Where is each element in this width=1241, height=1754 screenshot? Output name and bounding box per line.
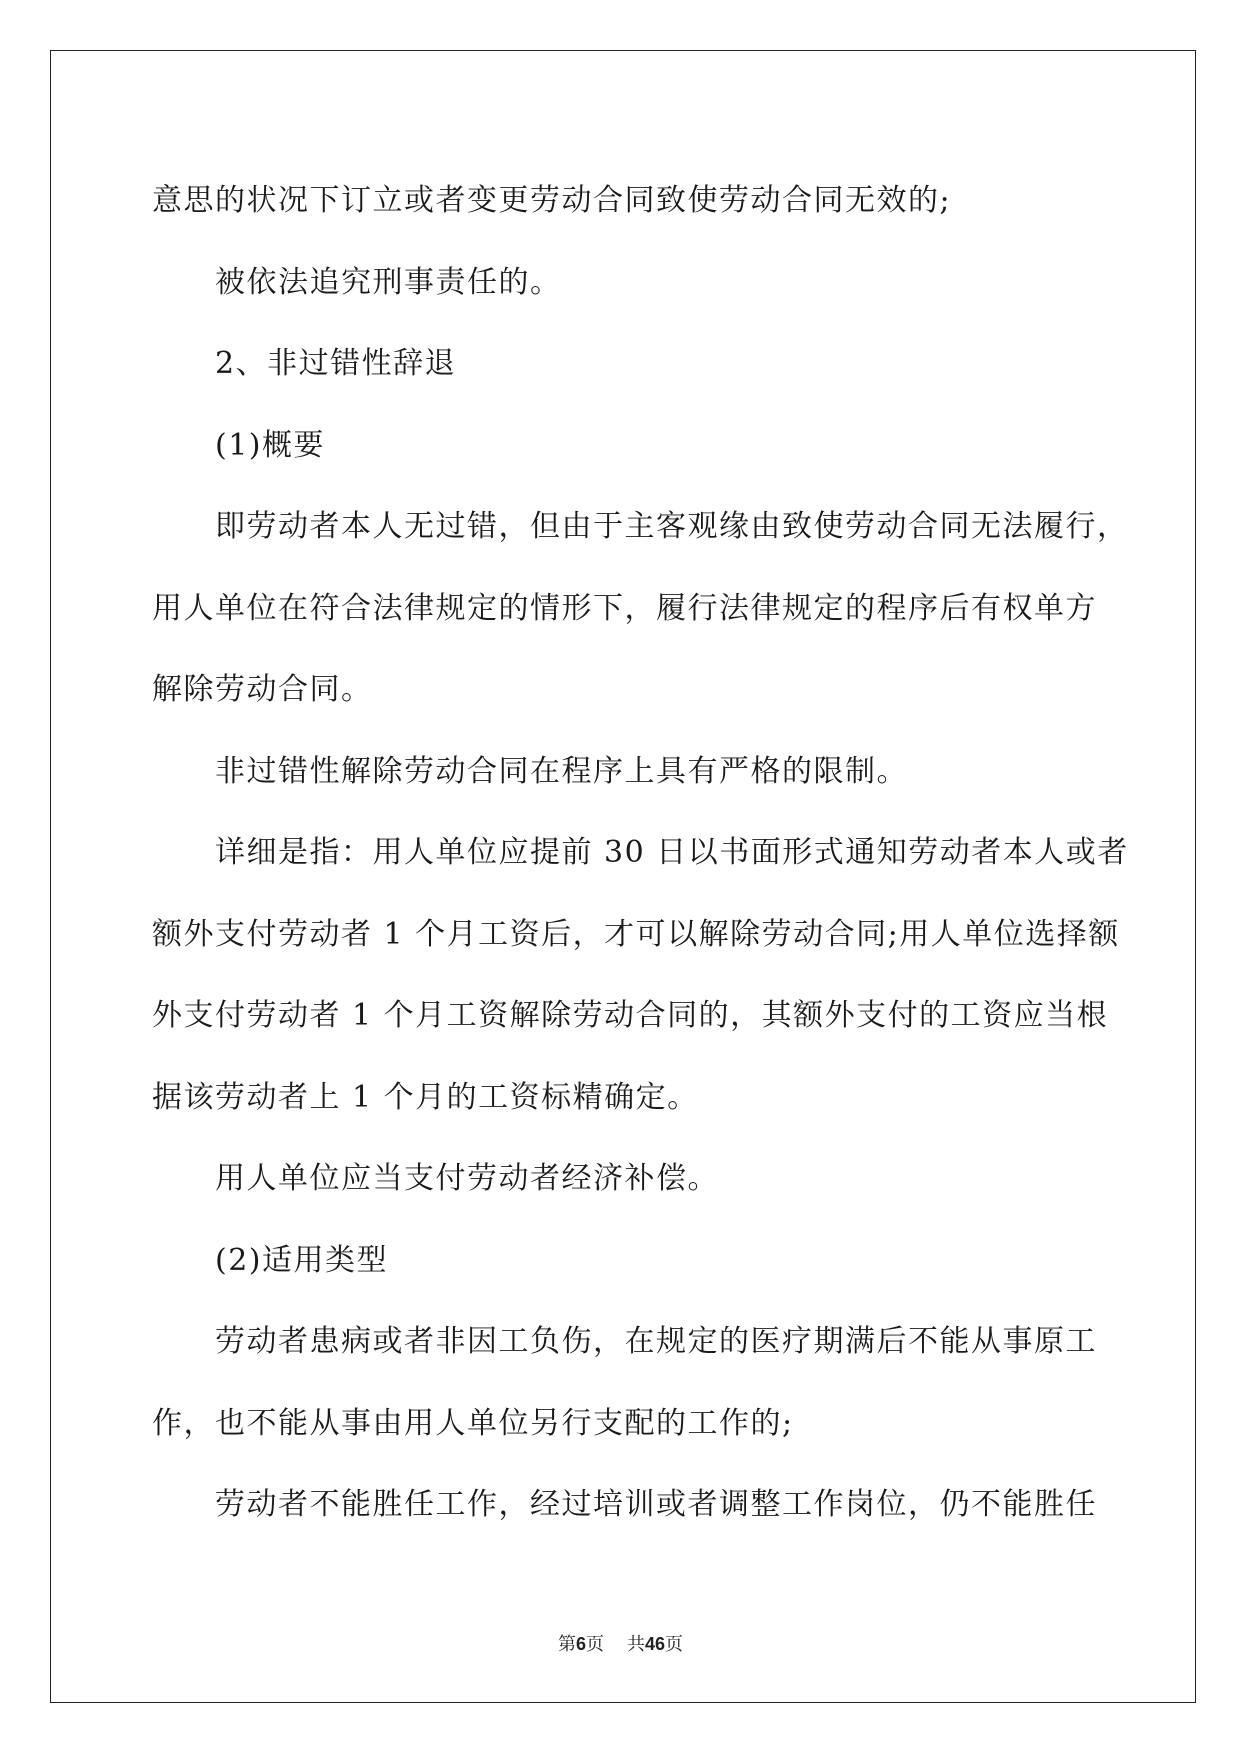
text-line: 作，也不能从事由用人单位另行支配的工作的; <box>152 1405 794 1441</box>
total-pages: 46 <box>644 1634 665 1654</box>
text-line: 外支付劳动者 1 个月工资解除劳动合同的，其额外支付的工资应当根 <box>152 998 1109 1033</box>
text-line: 据该劳动者上 1 个月的工资标精确定。 <box>152 1079 699 1115</box>
document-body <box>152 160 1129 1546</box>
page-prefix: 第 <box>558 1634 577 1655</box>
text-line: 解除劳动合同。 <box>152 672 373 707</box>
text-line: 意思的状况下订立或者变更劳动合同致使劳动合同无效的; <box>152 183 952 218</box>
text-line: 被依法追究刑事责任的。 <box>215 264 562 300</box>
text-line: 用人单位应当支付劳动者经济补偿。 <box>215 1161 719 1196</box>
text-line: 详细是指：用人单位应提前 30 日以书面形式通知劳动者本人或者 <box>215 835 1129 870</box>
text-line: 额外支付劳动者 1 个月工资后，才可以解除劳动合同;用人单位选择额 <box>152 916 1120 952</box>
text-line: 劳动者患病或者非因工负伤，在规定的医疗期满后不能从事原工 <box>215 1324 1097 1359</box>
page-footer <box>0 1632 1241 1657</box>
text-line: 即劳动者本人无过错，但由于主客观缘由致使劳动合同无法履行， <box>215 509 1129 544</box>
subsection-heading: (2)适用类型 <box>215 1242 388 1278</box>
total-suffix: 页 <box>664 1634 683 1655</box>
section-heading: 2、非过错性辞退 <box>215 346 457 381</box>
page-suffix: 页 <box>586 1634 605 1655</box>
subsection-heading: (1)概要 <box>215 427 325 463</box>
text-line: 劳动者不能胜任工作，经过培训或者调整工作岗位，仍不能胜任 <box>215 1487 1097 1522</box>
text-line: 用人单位在符合法律规定的情形下，履行法律规定的程序后有权单方 <box>152 590 1097 626</box>
page-number: 6 <box>576 1634 587 1654</box>
total-prefix: 共 <box>626 1634 645 1655</box>
text-line: 非过错性解除劳动合同在程序上具有严格的限制。 <box>215 753 908 789</box>
